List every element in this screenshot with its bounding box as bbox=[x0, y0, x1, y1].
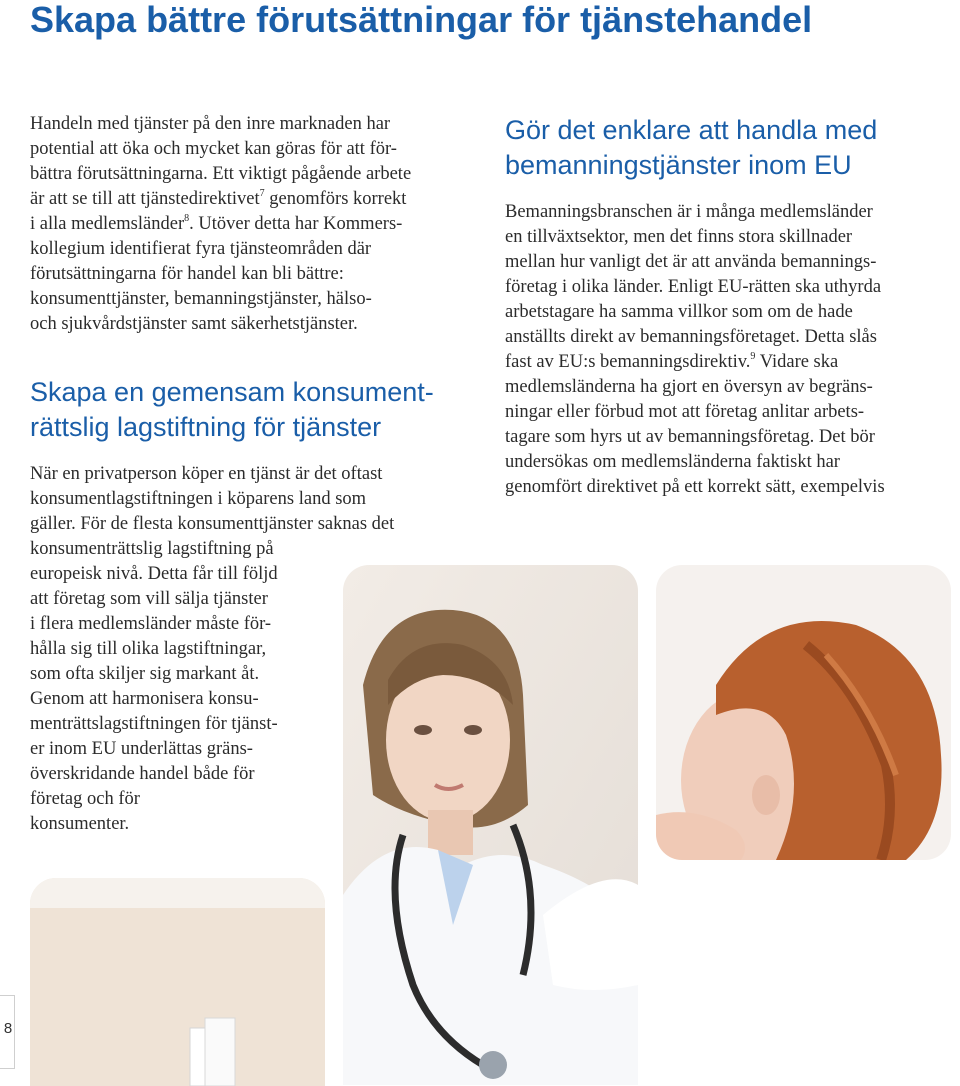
page-title: Skapa bättre förutsättningar för tjänstehandel bbox=[30, 0, 813, 40]
footnote-ref-7[interactable]: 7 bbox=[259, 188, 265, 199]
staffing-paragraph bbox=[505, 200, 945, 500]
photo-desk-detail bbox=[30, 878, 325, 1086]
desk-illustration bbox=[30, 878, 325, 1086]
section-heading-consumer: Skapa en gemensam konsument- rättslig lagstiftning för tjänster bbox=[30, 377, 434, 442]
intro-text-2: genomförs korrekt i alla medlemsländer bbox=[30, 189, 407, 234]
consumer-paragraph-narrow: europeisk nivå. Detta får till följd att företag som vill sälja tjänster i flera medlemsländer måste för- hålla sig till olika lagstiftningar, som ofta skiljer sig markant åt. Genom att harmonisera konsu- menträttslagstiftningen för tjänst- er inom EU underlättas gräns- överskridande handel både för företag och för konsumenter. bbox=[30, 564, 278, 834]
intro-paragraph bbox=[30, 112, 470, 337]
footnote-ref-8[interactable]: 8 bbox=[184, 213, 190, 224]
photo-doctor-with-stethoscope bbox=[343, 565, 638, 1085]
intro-text-3: . Utöver detta har Kommers- kollegium identifierat fyra tjänsteområden där förutsättningarna för handel kan bli bättre: konsumenttjänster, bemanningstjänster, hälso- och sjukvårdstjänster samt säkerhetstjänster. bbox=[30, 214, 403, 334]
page-number: 8 bbox=[3, 1020, 13, 1037]
staffing-text-1: Bemanningsbranschen är i många medlemsländer en tillväxtsektor, men det finns stora skillnader mellan hur vanligt det är att använda bemannings- företag i olika länder. Enligt EU-rätten ska uthyrda arbetstagare ha samma villkor som om de hade anställts direkt av bemanningsföretaget. Detta slås fast av EU:s bemanningsdirektiv. bbox=[505, 202, 882, 372]
section-heading-staffing: Gör det enklare att handla med bemanningstjänster inom EU bbox=[505, 115, 878, 180]
photo-patient-braided-hair bbox=[656, 565, 951, 860]
staffing-text-2: Vidare ska medlemsländerna ha gjort en översyn av begräns- ningar eller förbud mot att företag anlitar arbets- tagare som hyrs ut av bemanningsföretag. Det bör undersökas om medlemsländerna faktiskt har genomfört direktivet på ett korrekt sätt, exempelvis bbox=[505, 352, 885, 497]
consumer-paragraph-wide: När en privatperson köper en tjänst är det oftast konsumentlagstiftningen i köparens land som gäller. För de flesta konsumenttjänster saknas det konsumenträttslig lagstiftning på bbox=[30, 464, 395, 559]
doctor-illustration bbox=[343, 565, 638, 1085]
intro-text-1: Handeln med tjänster på den inre marknaden har potential att öka och mycket kan göras för att för- bättra förutsättningarna. Ett viktigt pågående arbete är att se till att tjänstedirektivet bbox=[30, 114, 412, 209]
footnote-ref-9[interactable]: 9 bbox=[750, 351, 756, 362]
patient-illustration bbox=[656, 565, 951, 860]
